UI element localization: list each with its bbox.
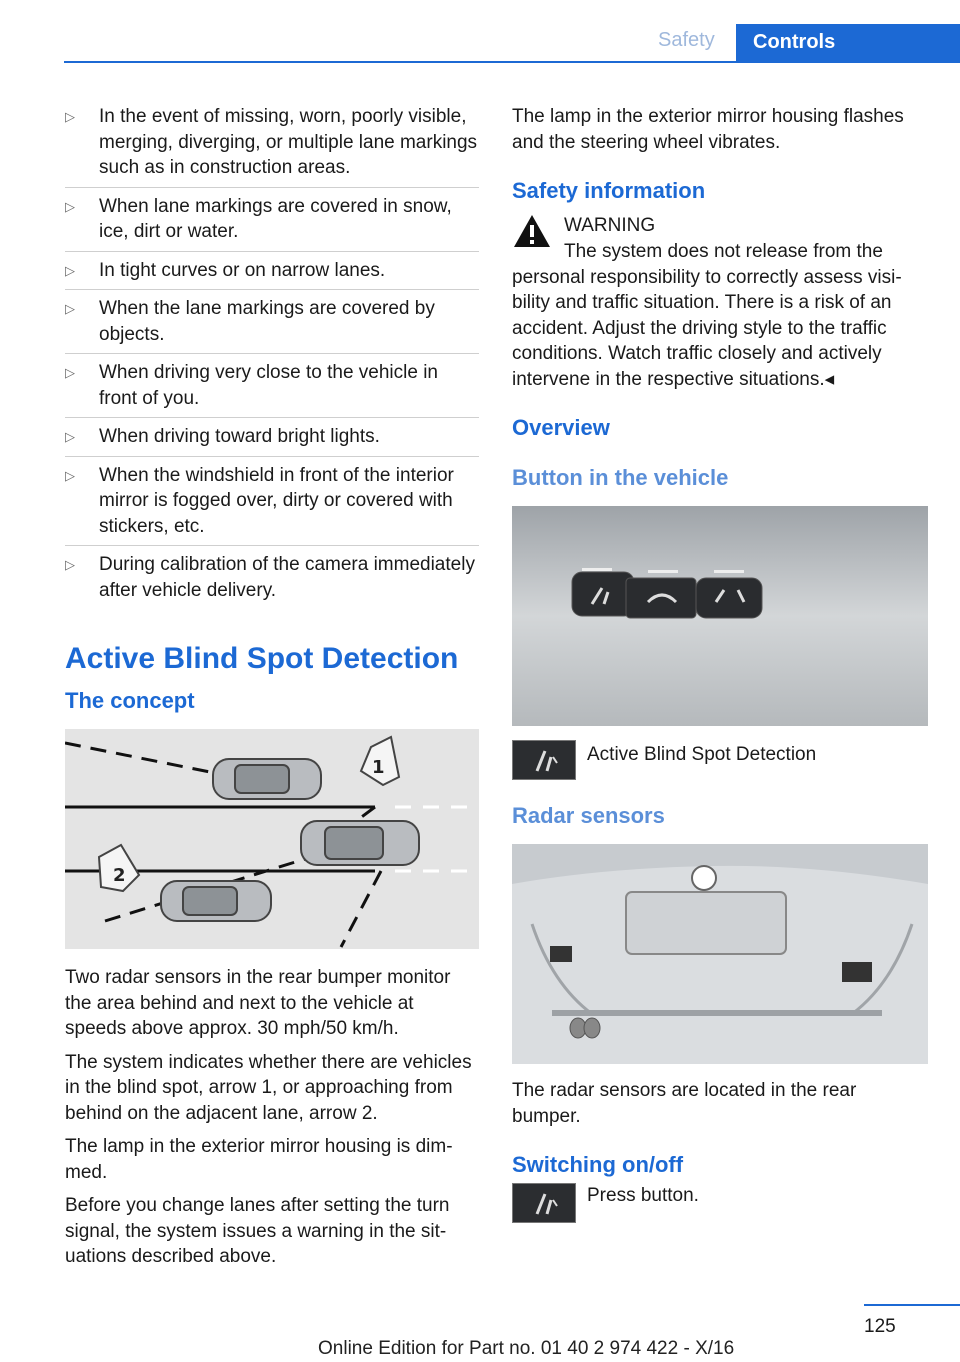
tab-controls: Controls: [736, 24, 960, 62]
arrow-2-label: 2: [113, 865, 126, 886]
list-item: ▷ When the windshield in front of the interior mirror is fogged over, dirty or covered with stickers, etc.: [65, 464, 454, 537]
divider: [65, 251, 479, 252]
triangle-bullet-icon: ▷: [65, 365, 75, 380]
press-button-text: Press button.: [587, 1185, 699, 1206]
left-column: [65, 104, 479, 1278]
blind-spot-diagram: [65, 729, 479, 949]
switch-heading: Switching on/off: [512, 1152, 684, 1177]
warning-text: The system does not release from the personal responsibility to correctly assess visibility and traffic situation. There is a risk of an accident. Adjust the driving style to the traffic conditions. Watch traffic closely and actively intervene in the respective situations.◂: [512, 241, 902, 390]
warning-triangle-icon: [512, 213, 552, 249]
footer-rule: [864, 1304, 960, 1306]
blind-spot-button-icon: [512, 1183, 576, 1223]
list-item: ▷ When driving very close to the vehicle in front of you.: [65, 362, 438, 409]
radar-sensor-photo: [512, 844, 928, 1064]
list-item: ▷ During calibration of the camera immediately after vehicle delivery.: [65, 554, 475, 601]
section-title: Active Blind Spot Detection: [65, 642, 459, 675]
lamp-paragraph: The lamp in the exterior mirror housing is dimmed.: [65, 1136, 453, 1183]
triangle-bullet-icon: ▷: [65, 198, 75, 214]
concept-paragraph: Two radar sensors in the rear bumper monitor the area behind and next to the vehicle at speeds above approx. 30 mph/50 km/h.: [65, 967, 451, 1039]
warning-paragraph: Before you change lanes after setting the turn signal, the system issues a warning in the situations described above.: [65, 1195, 450, 1267]
footer-edition: Online Edition for Part no. 01 40 2 974 422 - X/16: [318, 1338, 735, 1359]
triangle-bullet-icon: ▷: [65, 429, 75, 444]
limitations-list: [65, 104, 479, 603]
divider: [65, 353, 479, 354]
concept-heading: The concept: [65, 688, 195, 713]
radar-heading: Radar sensors: [512, 803, 665, 828]
triangle-bullet-icon: ▷: [65, 262, 75, 278]
warning-label: WARNING: [564, 215, 656, 236]
overview-heading: Overview: [512, 415, 610, 440]
car-2: [301, 821, 419, 865]
intro-paragraph: The lamp in the exterior mirror housing flashes and the steering wheel vibrates.: [512, 106, 904, 153]
list-item: ▷ When driving toward bright lights.: [65, 424, 479, 450]
list-item: ▷ In tight curves or on narrow lanes.: [65, 258, 479, 284]
divider: [65, 289, 479, 290]
tab-safety: Safety: [658, 29, 715, 51]
right-column: [512, 104, 928, 1231]
button-heading: Button in the vehicle: [512, 465, 729, 490]
car-1: [213, 759, 321, 799]
divider: [65, 417, 479, 418]
radar-paragraph: The radar sensors are located in the rear bumper.: [512, 1080, 857, 1127]
indicator-paragraph: The system indicates whether there are vehicles in the blind spot, arrow 1, or approaching from behind on the adjacent lane, arrow 2.: [65, 1051, 472, 1124]
list-item: ▷ When the lane markings are covered by objects.: [65, 298, 435, 345]
triangle-bullet-icon: ▷: [65, 109, 75, 124]
list-item: ▷ In the event of missing, worn, poorly visible, merging, diverging, or multiple lane markings such as in construction areas.: [65, 106, 478, 178]
button-caption-row: [512, 740, 928, 780]
divider: [65, 456, 479, 457]
button-caption: Active Blind Spot Detection: [587, 744, 817, 765]
arrow-1-label: 1: [372, 757, 385, 778]
header-rule: [64, 61, 960, 63]
blind-spot-button-icon: [512, 740, 576, 780]
divider: [65, 187, 479, 188]
button-photo: [512, 506, 928, 726]
list-item: ▷ When lane markings are covered in snow, ice, dirt or water.: [65, 195, 452, 242]
triangle-bullet-icon: ▷: [65, 557, 75, 572]
divider: [65, 545, 479, 546]
press-button-row: [512, 1187, 928, 1223]
triangle-bullet-icon: ▷: [65, 467, 75, 483]
car-3: [161, 881, 271, 921]
page-number: 125: [864, 1316, 896, 1337]
triangle-bullet-icon: ▷: [65, 301, 75, 316]
safety-heading: Safety information: [512, 178, 706, 203]
